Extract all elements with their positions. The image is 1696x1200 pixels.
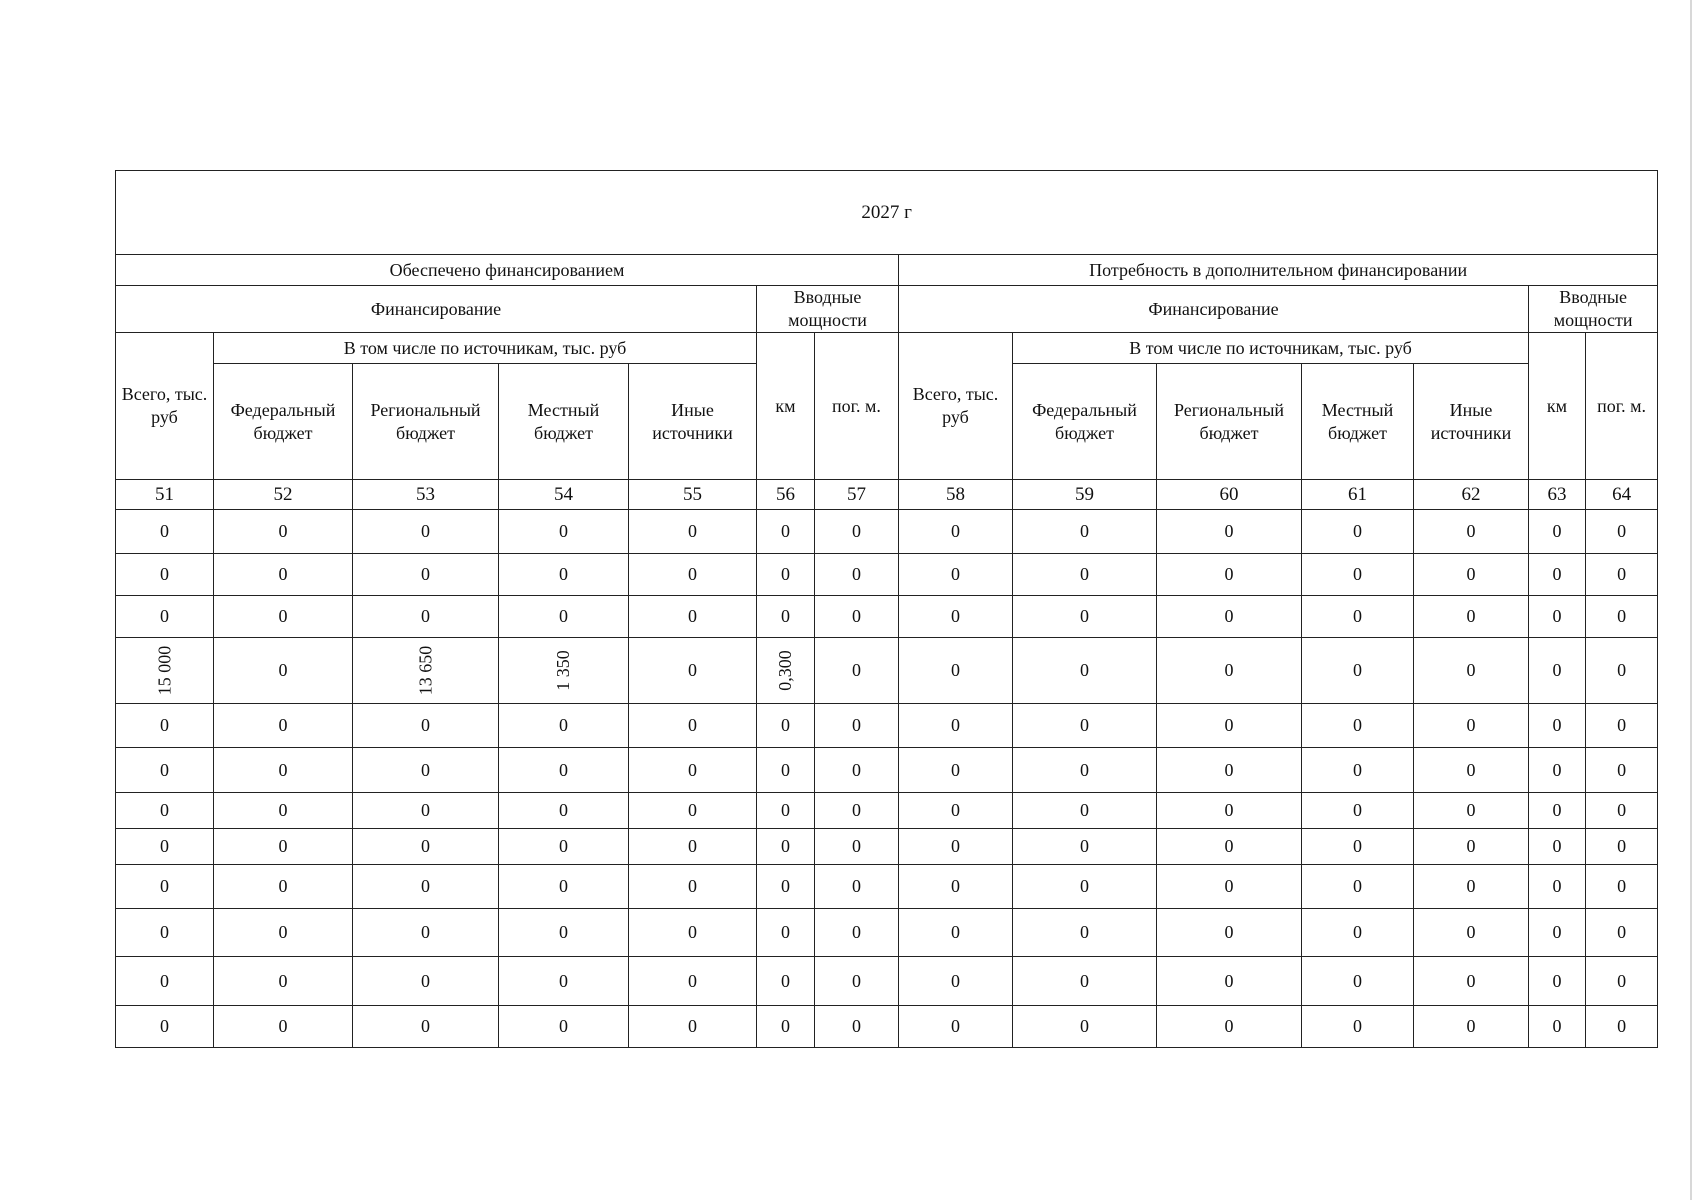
- table-cell: 0: [214, 554, 353, 596]
- table-cell: 0: [1529, 510, 1586, 554]
- table-cell: 0: [1302, 909, 1414, 957]
- pog-header-right: пог. м.: [1586, 333, 1658, 480]
- table-cell: 0: [116, 793, 214, 829]
- table-cell: 0: [1302, 1006, 1414, 1048]
- table-row: [116, 957, 1658, 1006]
- table-cell: 0: [116, 957, 214, 1006]
- table-cell: [116, 638, 214, 704]
- table-cell: 0: [1414, 748, 1529, 793]
- table-cell: 0: [757, 510, 815, 554]
- table-cell: [499, 638, 629, 704]
- column-number-cell: 54: [499, 480, 629, 510]
- column-number-cell: 57: [815, 480, 899, 510]
- table-cell: 0: [1529, 957, 1586, 1006]
- pog-header-left: пог. м.: [815, 333, 899, 480]
- table-cell: 0: [815, 957, 899, 1006]
- table-cell: 0: [1529, 793, 1586, 829]
- column-number-row: [116, 480, 1658, 510]
- table-cell: 0: [116, 704, 214, 748]
- table-cell: 0: [1013, 957, 1157, 1006]
- table-cell: 0: [815, 638, 899, 704]
- table-cell: 0: [116, 596, 214, 638]
- table-cell: 0: [1529, 704, 1586, 748]
- table-cell: 0: [1414, 1006, 1529, 1048]
- table-cell: 0: [1013, 554, 1157, 596]
- table-row: [116, 596, 1658, 638]
- table-cell: 0: [757, 829, 815, 865]
- table-cell: 0: [757, 748, 815, 793]
- table-cell: 0: [1302, 596, 1414, 638]
- table-cell: 0: [499, 704, 629, 748]
- column-number-cell: 53: [353, 480, 499, 510]
- table-cell: 0: [757, 554, 815, 596]
- sources-header-right: В том числе по источникам, тыс. руб: [1013, 333, 1529, 364]
- table-row: [116, 748, 1658, 793]
- table-cell: 0: [1529, 829, 1586, 865]
- table-row: [116, 793, 1658, 829]
- table-cell: 0: [214, 638, 353, 704]
- inputs-header-left: Вводные мощности: [757, 286, 899, 333]
- table-cell: 0: [629, 704, 757, 748]
- table-cell: 0: [899, 909, 1013, 957]
- table-cell: 0: [1013, 638, 1157, 704]
- table-cell: 0: [353, 957, 499, 1006]
- table-cell: 0: [1157, 957, 1302, 1006]
- table-cell: 0: [1302, 793, 1414, 829]
- table-cell: 0: [116, 748, 214, 793]
- table-cell: 0: [899, 865, 1013, 909]
- table-cell: 0: [499, 596, 629, 638]
- table-cell: 0: [1529, 909, 1586, 957]
- table-cell: 0: [757, 596, 815, 638]
- table-cell: 0: [1414, 793, 1529, 829]
- table-cell: 0: [116, 829, 214, 865]
- financing-header-left: Финансирование: [116, 286, 757, 333]
- table-row: [116, 510, 1658, 554]
- regional-header-left: Региональный бюджет: [353, 364, 499, 480]
- table-cell: 0: [1013, 704, 1157, 748]
- table-cell: 0: [899, 510, 1013, 554]
- table-cell: 0: [116, 865, 214, 909]
- table-cell: 0: [629, 829, 757, 865]
- table-cell: 0: [353, 793, 499, 829]
- table-cell: 0: [353, 704, 499, 748]
- total-header-left: Всего, тыс. руб: [116, 333, 214, 480]
- table-cell: 0: [899, 957, 1013, 1006]
- table-cell: 0: [629, 865, 757, 909]
- table-cell: 0: [1414, 909, 1529, 957]
- column-number-cell: 58: [899, 480, 1013, 510]
- group-additional-header: Потребность в дополнительном финансировании: [899, 255, 1658, 286]
- table-cell: 0: [815, 554, 899, 596]
- table-cell: 0: [353, 909, 499, 957]
- table-cell: 0: [1529, 554, 1586, 596]
- table-cell: 0: [499, 748, 629, 793]
- table-cell: 0: [1302, 748, 1414, 793]
- table-cell: 0: [1414, 510, 1529, 554]
- table-cell: 0: [1157, 510, 1302, 554]
- vertical-value: 13 650: [415, 645, 435, 696]
- table-cell: 0: [815, 829, 899, 865]
- table-cell: 0: [1529, 596, 1586, 638]
- table-cell: 0: [1302, 510, 1414, 554]
- table-cell: 0: [899, 1006, 1013, 1048]
- table-row: [116, 704, 1658, 748]
- table-cell: 0: [1157, 596, 1302, 638]
- table-cell: 0: [353, 748, 499, 793]
- regional-header-right: Региональный бюджет: [1157, 364, 1302, 480]
- table-cell: 0: [353, 510, 499, 554]
- column-number-cell: 62: [1414, 480, 1529, 510]
- table-cell: 0: [499, 1006, 629, 1048]
- column-number-cell: 63: [1529, 480, 1586, 510]
- group-funded-header: Обеспечено финансированием: [116, 255, 899, 286]
- table-cell: 0: [1586, 1006, 1658, 1048]
- other-header-right: Иные источники: [1414, 364, 1529, 480]
- column-number-cell: 52: [214, 480, 353, 510]
- column-number-cell: 59: [1013, 480, 1157, 510]
- table-cell: 0: [1529, 748, 1586, 793]
- table-cell: 0: [116, 909, 214, 957]
- table-cell: [353, 638, 499, 704]
- table-cell: 0: [1157, 793, 1302, 829]
- document-page: [115, 170, 1657, 1048]
- table-cell: 0: [1414, 554, 1529, 596]
- table-cell: 0: [1302, 957, 1414, 1006]
- vertical-value: 0,300: [775, 650, 795, 691]
- table-cell: 0: [1586, 865, 1658, 909]
- sources-header-left: В том числе по источникам, тыс. руб: [214, 333, 757, 364]
- table-cell: 0: [499, 957, 629, 1006]
- financing-header-right: Финансирование: [899, 286, 1529, 333]
- table-cell: 0: [1414, 704, 1529, 748]
- table-cell: 0: [629, 957, 757, 1006]
- table-cell: 0: [815, 510, 899, 554]
- table-cell: 0: [899, 704, 1013, 748]
- table-cell: 0: [1586, 793, 1658, 829]
- table-cell: 0: [1414, 865, 1529, 909]
- table-cell: 0: [629, 793, 757, 829]
- table-cell: 0: [1157, 554, 1302, 596]
- local-header-left: Местный бюджет: [499, 364, 629, 480]
- table-cell: 0: [116, 1006, 214, 1048]
- table-cell: 0: [757, 909, 815, 957]
- table-cell: 0: [499, 554, 629, 596]
- table-cell: 0: [815, 704, 899, 748]
- table-cell: 0: [214, 957, 353, 1006]
- table-cell: 0: [1529, 638, 1586, 704]
- table-row: [116, 865, 1658, 909]
- table-cell: 0: [815, 1006, 899, 1048]
- table-cell: 0: [499, 909, 629, 957]
- table-cell: 0: [1586, 638, 1658, 704]
- table-cell: 0: [1157, 865, 1302, 909]
- table-cell: 0: [214, 510, 353, 554]
- table-cell: 0: [214, 748, 353, 793]
- table-cell: 0: [1013, 510, 1157, 554]
- column-number-cell: 51: [116, 480, 214, 510]
- table-cell: 0: [353, 829, 499, 865]
- table-row: [116, 554, 1658, 596]
- table-row: [116, 829, 1658, 865]
- table-cell: 0: [1302, 829, 1414, 865]
- column-number-cell: 55: [629, 480, 757, 510]
- table-cell: 0: [1157, 1006, 1302, 1048]
- table-cell: 0: [214, 704, 353, 748]
- table-cell: 0: [815, 748, 899, 793]
- table-cell: 0: [1586, 748, 1658, 793]
- table-cell: 0: [815, 793, 899, 829]
- table-cell: 0: [757, 1006, 815, 1048]
- table-cell: 0: [1586, 596, 1658, 638]
- table-cell: 0: [629, 510, 757, 554]
- vertical-value: 15 000: [154, 645, 174, 696]
- column-number-cell: 60: [1157, 480, 1302, 510]
- table-cell: 0: [1302, 638, 1414, 704]
- table-cell: 0: [1302, 704, 1414, 748]
- table-cell: 0: [1013, 793, 1157, 829]
- column-number-cell: 56: [757, 480, 815, 510]
- table-cell: 0: [629, 596, 757, 638]
- table-cell: 0: [1414, 596, 1529, 638]
- table-cell: 0: [214, 596, 353, 638]
- table-cell: 0: [757, 865, 815, 909]
- total-header-right: Всего, тыс. руб: [899, 333, 1013, 480]
- table-cell: 0: [1414, 957, 1529, 1006]
- table-cell: 0: [629, 1006, 757, 1048]
- table-cell: 0: [214, 793, 353, 829]
- table-cell: 0: [629, 748, 757, 793]
- table-cell: 0: [1013, 909, 1157, 957]
- table-cell: 0: [899, 596, 1013, 638]
- table-cell: 0: [499, 865, 629, 909]
- table-cell: 0: [1013, 1006, 1157, 1048]
- table-cell: 0: [757, 793, 815, 829]
- table-cell: 0: [499, 793, 629, 829]
- column-number-cell: 61: [1302, 480, 1414, 510]
- table-cell: 0: [757, 957, 815, 1006]
- table-cell: 0: [499, 829, 629, 865]
- table-cell: 0: [1157, 909, 1302, 957]
- page-edge: [1690, 0, 1692, 1200]
- table-cell: 0: [1013, 596, 1157, 638]
- table-cell: 0: [1302, 865, 1414, 909]
- table-cell: 0: [899, 638, 1013, 704]
- table-cell: 0: [1586, 510, 1658, 554]
- table-cell: 0: [1586, 704, 1658, 748]
- table-cell: 0: [1013, 829, 1157, 865]
- table-cell: 0: [1157, 829, 1302, 865]
- table-cell: 0: [353, 865, 499, 909]
- column-number-cell: 64: [1586, 480, 1658, 510]
- table-cell: 0: [1157, 704, 1302, 748]
- table-cell: 0: [353, 1006, 499, 1048]
- table-cell: 0: [499, 510, 629, 554]
- table-cell: 0: [1302, 554, 1414, 596]
- local-header-right: Местный бюджет: [1302, 364, 1414, 480]
- table-cell: 0: [1013, 748, 1157, 793]
- table-cell: 0: [899, 793, 1013, 829]
- table-row: [116, 1006, 1658, 1048]
- table-cell: 0: [214, 1006, 353, 1048]
- table-cell: 0: [214, 909, 353, 957]
- financing-table: [115, 170, 1658, 1048]
- table-cell: 0: [629, 638, 757, 704]
- table-cell: 0: [1414, 829, 1529, 865]
- table-cell: 0: [1157, 748, 1302, 793]
- table-cell: 0: [1157, 638, 1302, 704]
- table-cell: 0: [1529, 1006, 1586, 1048]
- table-cell: 0: [1586, 554, 1658, 596]
- km-header-left: км: [757, 333, 815, 480]
- table-cell: [757, 638, 815, 704]
- table-cell: 0: [629, 554, 757, 596]
- table-cell: 0: [899, 829, 1013, 865]
- table-cell: 0: [1013, 865, 1157, 909]
- table-row: [116, 909, 1658, 957]
- table-cell: 0: [214, 829, 353, 865]
- table-cell: 0: [116, 510, 214, 554]
- federal-header-left: Федеральный бюджет: [214, 364, 353, 480]
- table-cell: 0: [629, 909, 757, 957]
- table-cell: 0: [1414, 638, 1529, 704]
- table-cell: 0: [1586, 909, 1658, 957]
- table-cell: 0: [815, 865, 899, 909]
- other-header-left: Иные источники: [629, 364, 757, 480]
- table-cell: 0: [899, 748, 1013, 793]
- table-cell: 0: [815, 596, 899, 638]
- km-header-right: км: [1529, 333, 1586, 480]
- table-cell: 0: [815, 909, 899, 957]
- table-cell: 0: [1586, 957, 1658, 1006]
- table-cell: 0: [353, 554, 499, 596]
- inputs-header-right: Вводные мощности: [1529, 286, 1658, 333]
- table-cell: 0: [899, 554, 1013, 596]
- vertical-value: 1 350: [553, 650, 573, 691]
- table-cell: 0: [1529, 865, 1586, 909]
- table-cell: 0: [353, 596, 499, 638]
- table-cell: 0: [1586, 829, 1658, 865]
- table-cell: 0: [214, 865, 353, 909]
- table-cell: 0: [116, 554, 214, 596]
- table-cell: 0: [757, 704, 815, 748]
- table-title: 2027 г: [116, 171, 1658, 255]
- table-row: [116, 638, 1658, 704]
- federal-header-right: Федеральный бюджет: [1013, 364, 1157, 480]
